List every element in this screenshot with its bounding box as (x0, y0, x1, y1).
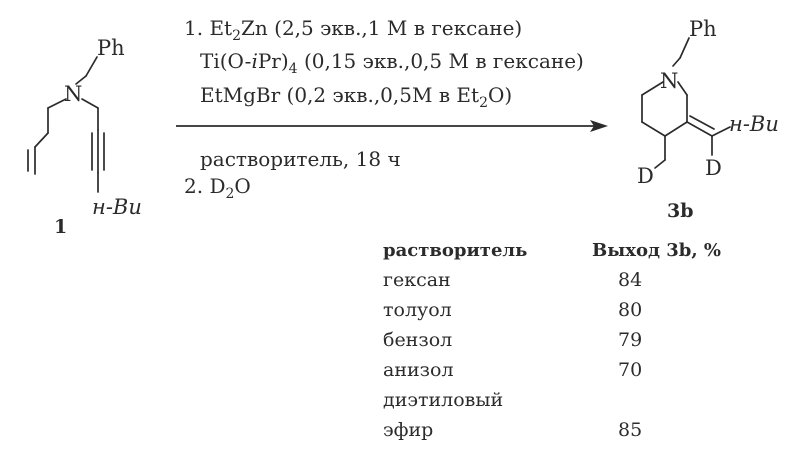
bond (82, 99, 98, 108)
solvent-cell: гексан (383, 269, 451, 291)
table-row (383, 356, 763, 386)
compound-number-1: 1 (54, 216, 68, 238)
alkene-bond (687, 122, 712, 136)
table-body (383, 266, 763, 446)
bond (86, 57, 97, 76)
header-solvent: растворитель (383, 240, 528, 261)
yield-cell: 80 (618, 299, 643, 321)
bond (35, 133, 48, 147)
solvent-cell: эфир (383, 419, 434, 441)
condition-line-2: $Ti(O-iPr)_4$ (0,15 экв.,0,5 М в гексане) (200, 49, 584, 77)
butyl-group: н-Bu (729, 112, 779, 136)
table-header-row (383, 236, 763, 266)
solvent-cell: бензол (383, 329, 453, 351)
phenyl-group: Ph (97, 36, 125, 60)
butyl-group: н-Bu (92, 195, 142, 219)
ring-bond (678, 82, 687, 95)
ring-bond (665, 122, 687, 136)
table-row (383, 266, 763, 296)
deuterium-methyl: D (637, 164, 654, 188)
nitrogen-atom: N (660, 69, 679, 93)
table-row (383, 416, 763, 446)
ring-bond (642, 122, 665, 136)
header-yield: Выход 3b, % (592, 240, 722, 261)
nitrogen-atom: N (64, 82, 83, 106)
yield-cell: 70 (618, 359, 643, 381)
yield-table (383, 236, 763, 446)
yield-cell: 85 (618, 419, 643, 441)
solvent-cell: диэтиловый (383, 389, 504, 411)
condition-solvent: растворитель, 18 ч (200, 147, 401, 171)
bond (712, 127, 730, 136)
deuterium-vinyl: D (705, 156, 722, 180)
solvent-cell: анизол (383, 359, 454, 381)
bond (673, 58, 680, 66)
alkene-bond-inner (690, 116, 714, 129)
reactant-structure (28, 36, 142, 238)
table-row (383, 296, 763, 326)
product-structure (637, 17, 779, 222)
compound-number-3b: 3b (667, 200, 694, 222)
bond (680, 38, 689, 58)
yield-cell: 84 (618, 269, 643, 291)
solvent-cell: толуол (383, 299, 452, 321)
reaction-conditions (176, 16, 608, 202)
yield-cell: 79 (618, 329, 643, 351)
table-row (383, 386, 763, 416)
phenyl-group: Ph (689, 17, 717, 41)
condition-line-3: EtMgBr (0,2 экв.,0,5М в $Et_2O$) (200, 83, 513, 111)
condition-line-1: 1. $Et_2Zn$ (2,5 экв.,1 М в гексане) (184, 16, 523, 44)
condition-quench: 2. $D_2O$ (184, 174, 251, 202)
bond (655, 160, 665, 168)
table-row (383, 326, 763, 356)
